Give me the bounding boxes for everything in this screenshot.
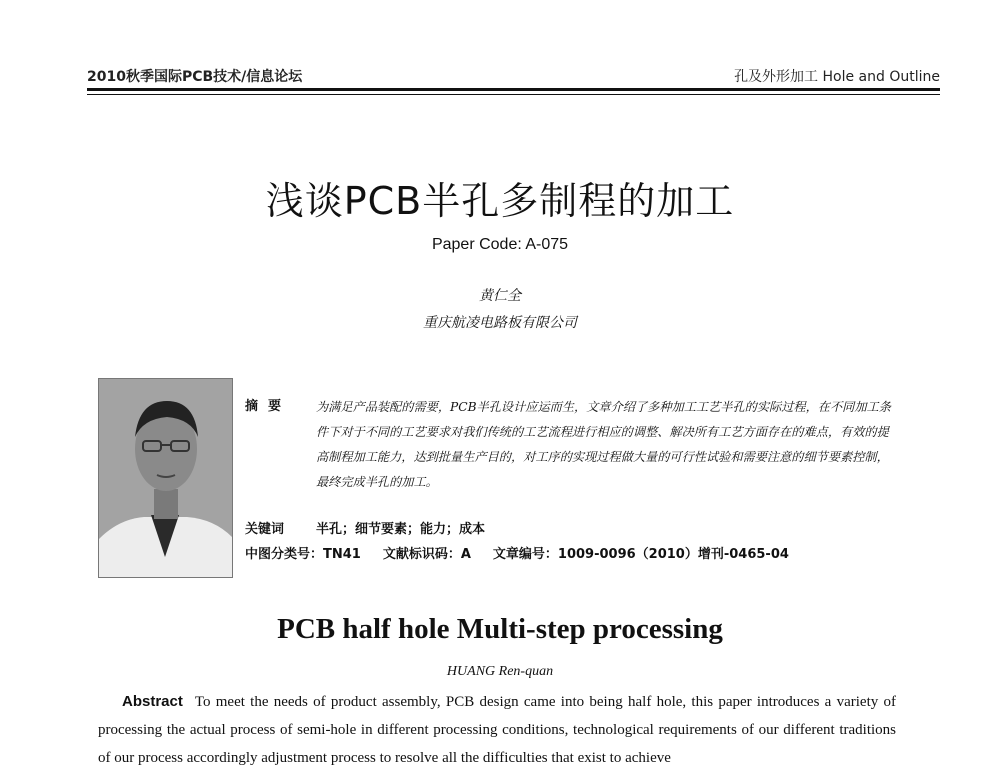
keywords-label: 关键词 <box>245 522 285 537</box>
paper-title: 浅谈PCB半孔多制程的加工 <box>265 179 735 223</box>
author-name-en: HUANG Ren-quan <box>446 664 554 679</box>
document-code: 文献标识码：A <box>382 547 471 562</box>
abstract-cn-label: 摘要 <box>245 399 292 414</box>
keywords-text: 半孔；细节要素；能力；成本 <box>316 522 486 537</box>
author-affiliation-cn: 重庆航凌电路板有限公司 <box>423 315 577 331</box>
header-forum-title: 2010秋季国际PCB技术/信息论坛 <box>87 69 303 85</box>
header-rule-thick <box>87 88 940 91</box>
abstract-cn-text: 为满足产品装配的需要，PCB半孔设计应运而生，文章介绍了多种加工工艺半孔的实际过程，在不同加工条件下对于不同的工艺要求对我们传统的工艺流程进行相应的调整、解决所有工艺方面存在的难点，有效的提高制程加工能力，达到批量生产目的，对工序的实现过程做大量的可行性试验和需要注意的细节要素控制，最终完成半孔的加工。 <box>316 400 891 489</box>
paper-title-en: PCB half hole Multi-step processing <box>277 613 723 645</box>
abstract-en <box>98 688 896 772</box>
author-name-cn: 黄仁全 <box>479 288 521 304</box>
clc-number: 中图分类号：TN41 <box>245 547 361 562</box>
running-header <box>87 64 940 86</box>
keywords-row <box>245 518 485 537</box>
author-portrait-icon <box>99 379 232 577</box>
abstract-en-text: To meet the needs of product assembly, PCB design came into being half hole, this paper introduces a variety of processing the actual process of semi-hole in different processing conditions, technological requirements of our different traditions of our process accordingly adjustment process to resolve all the difficulties that exist to achieve <box>98 694 896 766</box>
header-section-title: 孔及外形加工 Hole and Outline <box>734 69 940 85</box>
classification-row <box>245 543 811 562</box>
author-photo <box>98 378 233 578</box>
paper-code: Paper Code: A-075 <box>431 236 569 253</box>
header-rule-thin <box>87 94 940 95</box>
abstract-en-label: Abstract <box>122 693 183 710</box>
article-number: 文章编号：1009-0096（2010）增刊-0465-04 <box>492 547 789 562</box>
